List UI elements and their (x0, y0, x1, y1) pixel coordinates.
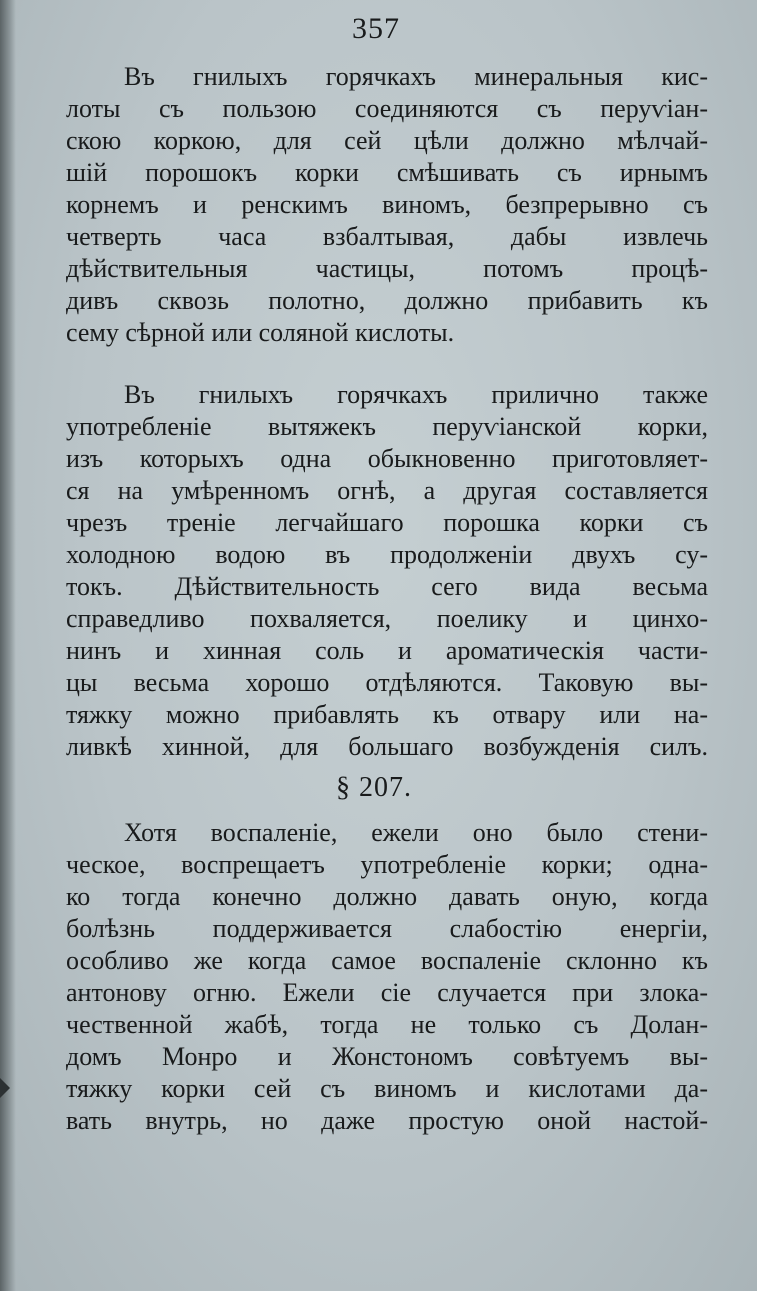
text-line: справедливо похваляется, поелику и цинхо- (66, 604, 708, 633)
section-heading: § 207. (336, 772, 412, 803)
text-line: корнемъ и ренскимъ виномъ, безпрерывно съ (66, 190, 708, 219)
text-line: изъ которыхъ одна обыкновенно приготовляет- (66, 444, 708, 473)
text-line: Въ гнилыхъ горячкахъ прилично также (124, 380, 708, 409)
text-line: дивъ сквозь полотно, должно прибавить къ (66, 286, 708, 315)
text-line: шій порошокъ корки смѣшивать съ ирнымъ (66, 158, 708, 187)
text-line: тяжку можно прибавлять къ отвару или на- (66, 700, 708, 729)
text-line: цы весьма хорошо отдѣляются. Таковую вы- (66, 668, 708, 697)
text-line: Хотя воспаленіе, ежели оно было стени- (124, 818, 708, 847)
page-gutter-shadow (0, 0, 16, 1291)
text-line: болѣзнь поддерживается слабостію енергіи, (66, 914, 708, 943)
text-line: особливо же когда самое воспаленіе склонно къ (66, 946, 708, 975)
text-line: ко тогда конечно должно давать оную, когда (66, 882, 708, 911)
text-line: холодною водою въ продолженіи двухъ су- (66, 540, 708, 569)
text-line: чественной жабѣ, тогда не только съ Долан- (66, 1010, 708, 1039)
text-line: сему сѣрной или соляной кислоты. (66, 318, 455, 347)
text-line: дѣйствительныя частицы, потомъ процѣ- (66, 254, 708, 283)
text-line: скою коркою, для сей цѣли должно мѣлчай- (66, 126, 708, 155)
text-line: нинъ и хинная соль и ароматическія части- (66, 636, 708, 665)
text-line: Въ гнилыхъ горячкахъ минеральныя кис- (124, 62, 708, 91)
page-number: 357 (352, 12, 400, 45)
text-line: лоты съ пользою соединяются съ перуѵіан- (66, 94, 708, 123)
text-line: тяжку корки сей съ виномъ и кислотами да- (66, 1074, 708, 1103)
text-line: домъ Монро и Жонстономъ совѣтуемъ вы- (66, 1042, 708, 1071)
text-line: ческое, воспрещаетъ употребленіе корки; одна- (66, 850, 708, 879)
text-line: употребленіе вытяжекъ перуѵіанской корки, (66, 412, 708, 441)
text-line: чрезъ треніе легчайшаго порошка корки съ (66, 508, 708, 537)
text-line: четверть часа взбалтывая, дабы извлечь (66, 222, 708, 251)
text-line: антонову огню. Ежели сіе случается при злока- (66, 978, 708, 1007)
text-line: ся на умѣренномъ огнѣ, а другая составляется (66, 476, 708, 505)
text-line: токъ. Дѣйствительность сего вида весьма (66, 572, 708, 601)
text-line: ливкѣ хинной, для большаго возбужденія силъ. (66, 732, 708, 761)
text-line: вать внутрь, но даже простую оной настой- (66, 1106, 708, 1135)
